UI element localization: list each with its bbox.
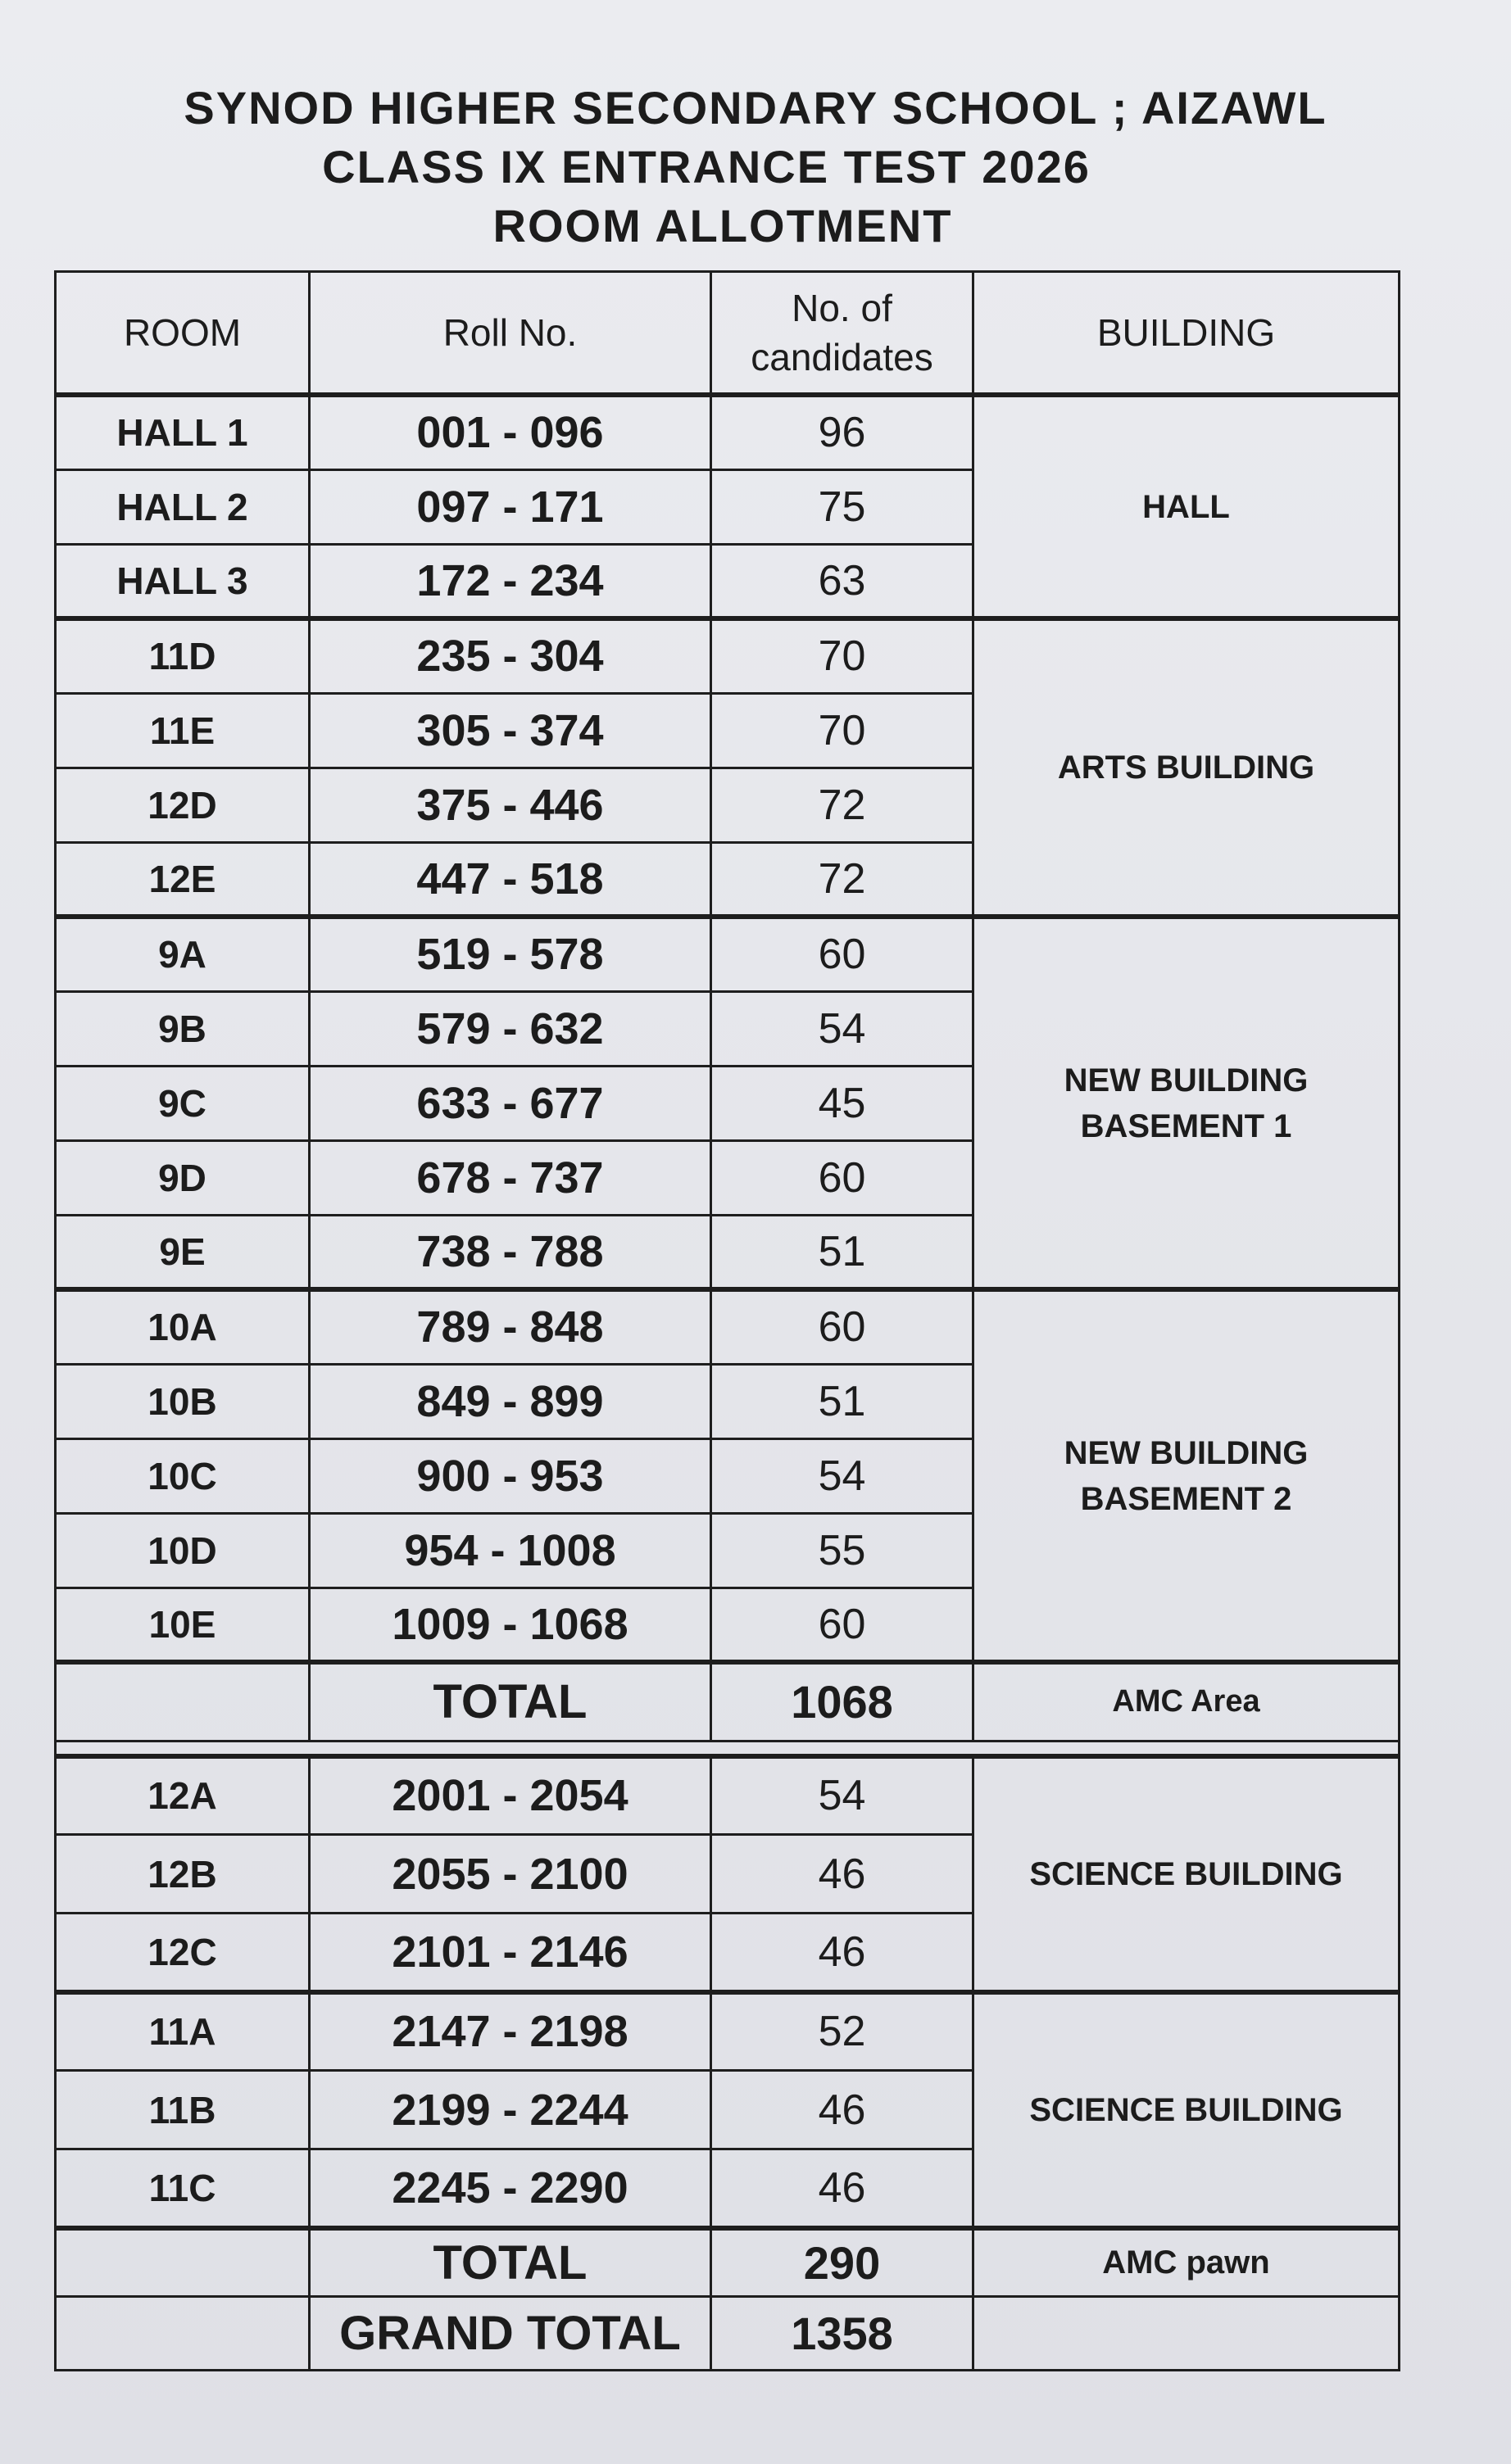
allotment-title: ROOM ALLOTMENT <box>492 200 953 251</box>
roll-cell: 172 - 234 <box>310 544 711 618</box>
document-header <box>0 79 1511 256</box>
column-header-candidates-line2: candidates <box>751 336 933 378</box>
count-cell: 46 <box>711 2071 973 2149</box>
school-title: SYNOD HIGHER SECONDARY SCHOOL ; AIZAWL <box>184 82 1327 134</box>
total-row <box>56 2228 1400 2297</box>
roll-cell: 849 - 899 <box>310 1364 711 1438</box>
empty-cell <box>973 2297 1400 2371</box>
separator-cell <box>56 1741 1400 1756</box>
room-cell: HALL 1 <box>56 395 310 469</box>
column-header-candidates-line1: No. of <box>792 287 892 329</box>
room-cell: 11B <box>56 2071 310 2149</box>
building-basement-1-line2: BASEMENT 1 <box>1080 1107 1292 1144</box>
room-cell: 9D <box>56 1140 310 1215</box>
count-cell: 54 <box>711 1756 973 1835</box>
room-cell: 9A <box>56 917 310 991</box>
room-cell: 12A <box>56 1756 310 1835</box>
table-row <box>56 395 1400 469</box>
room-cell: 12C <box>56 1914 310 1992</box>
count-cell: 52 <box>711 1992 973 2071</box>
count-cell: 72 <box>711 842 973 917</box>
count-cell: 46 <box>711 2149 973 2228</box>
total-label: TOTAL <box>310 1662 711 1741</box>
roll-cell: 2147 - 2198 <box>310 1992 711 2071</box>
roll-cell: 375 - 446 <box>310 768 711 842</box>
room-cell: 12B <box>56 1835 310 1914</box>
roll-cell: 900 - 953 <box>310 1438 711 1513</box>
total-row <box>56 1662 1400 1741</box>
building-cell-arts: ARTS BUILDING <box>973 618 1400 917</box>
count-cell: 51 <box>711 1215 973 1289</box>
grand-total-label: GRAND TOTAL <box>310 2297 711 2371</box>
roll-cell: 001 - 096 <box>310 395 711 469</box>
roll-cell: 579 - 632 <box>310 991 711 1066</box>
total-note: AMC Area <box>973 1662 1400 1741</box>
table-row <box>56 1992 1400 2071</box>
room-cell: 11C <box>56 2149 310 2228</box>
building-cell-science-2: SCIENCE BUILDING <box>973 1992 1400 2228</box>
table-row <box>56 1289 1400 1364</box>
room-cell: 10D <box>56 1513 310 1588</box>
roll-cell: 305 - 374 <box>310 693 711 768</box>
building-basement-2-line1: NEW BUILDING <box>1064 1434 1309 1471</box>
roll-cell: 235 - 304 <box>310 618 711 693</box>
grand-total-value: 1358 <box>711 2297 973 2371</box>
building-cell-hall: HALL <box>973 395 1400 618</box>
count-cell: 75 <box>711 469 973 544</box>
grand-total-row <box>56 2297 1400 2371</box>
roll-cell: 954 - 1008 <box>310 1513 711 1588</box>
table-header-row <box>56 272 1400 396</box>
building-cell-science-1: SCIENCE BUILDING <box>973 1756 1400 1992</box>
room-cell: 12E <box>56 842 310 917</box>
count-cell: 54 <box>711 991 973 1066</box>
column-header-room: ROOM <box>56 272 310 396</box>
room-cell: 11E <box>56 693 310 768</box>
roll-cell: 789 - 848 <box>310 1289 711 1364</box>
total-note: AMC pawn <box>973 2228 1400 2297</box>
room-cell: 10C <box>56 1438 310 1513</box>
room-cell: 10E <box>56 1588 310 1662</box>
table-separator <box>56 1741 1400 1756</box>
total-value: 290 <box>711 2228 973 2297</box>
room-cell: 10A <box>56 1289 310 1364</box>
room-cell: 10B <box>56 1364 310 1438</box>
roll-cell: 1009 - 1068 <box>310 1588 711 1662</box>
count-cell: 70 <box>711 618 973 693</box>
test-title: CLASS IX ENTRANCE TEST 2026 <box>322 141 1091 192</box>
count-cell: 51 <box>711 1364 973 1438</box>
empty-cell <box>56 2297 310 2371</box>
table-row <box>56 917 1400 991</box>
count-cell: 60 <box>711 1588 973 1662</box>
room-cell: 9C <box>56 1066 310 1140</box>
building-cell-basement-2 <box>973 1289 1400 1662</box>
count-cell: 46 <box>711 1835 973 1914</box>
count-cell: 54 <box>711 1438 973 1513</box>
count-cell: 60 <box>711 917 973 991</box>
room-cell: 11A <box>56 1992 310 2071</box>
roll-cell: 678 - 737 <box>310 1140 711 1215</box>
count-cell: 45 <box>711 1066 973 1140</box>
count-cell: 96 <box>711 395 973 469</box>
count-cell: 72 <box>711 768 973 842</box>
room-allotment-table <box>54 270 1400 2371</box>
roll-cell: 2001 - 2054 <box>310 1756 711 1835</box>
count-cell: 60 <box>711 1289 973 1364</box>
roll-cell: 2199 - 2244 <box>310 2071 711 2149</box>
building-basement-2-line2: BASEMENT 2 <box>1080 1480 1292 1517</box>
room-cell: 9E <box>56 1215 310 1289</box>
room-cell: HALL 3 <box>56 544 310 618</box>
total-label: TOTAL <box>310 2228 711 2297</box>
roll-cell: 2245 - 2290 <box>310 2149 711 2228</box>
count-cell: 60 <box>711 1140 973 1215</box>
room-cell: 12D <box>56 768 310 842</box>
room-cell: 11D <box>56 618 310 693</box>
roll-cell: 2101 - 2146 <box>310 1914 711 1992</box>
count-cell: 70 <box>711 693 973 768</box>
empty-cell <box>56 2228 310 2297</box>
roll-cell: 519 - 578 <box>310 917 711 991</box>
table-row <box>56 618 1400 693</box>
table-row <box>56 1756 1400 1835</box>
building-cell-basement-1 <box>973 917 1400 1289</box>
column-header-candidates <box>711 272 973 396</box>
empty-cell <box>56 1662 310 1741</box>
count-cell: 55 <box>711 1513 973 1588</box>
column-header-building: BUILDING <box>973 272 1400 396</box>
count-cell: 63 <box>711 544 973 618</box>
roll-cell: 097 - 171 <box>310 469 711 544</box>
roll-cell: 738 - 788 <box>310 1215 711 1289</box>
total-value: 1068 <box>711 1662 973 1741</box>
building-basement-1-line1: NEW BUILDING <box>1064 1062 1309 1098</box>
count-cell: 46 <box>711 1914 973 1992</box>
column-header-roll: Roll No. <box>310 272 711 396</box>
roll-cell: 633 - 677 <box>310 1066 711 1140</box>
roll-cell: 2055 - 2100 <box>310 1835 711 1914</box>
room-cell: 9B <box>56 991 310 1066</box>
roll-cell: 447 - 518 <box>310 842 711 917</box>
room-cell: HALL 2 <box>56 469 310 544</box>
